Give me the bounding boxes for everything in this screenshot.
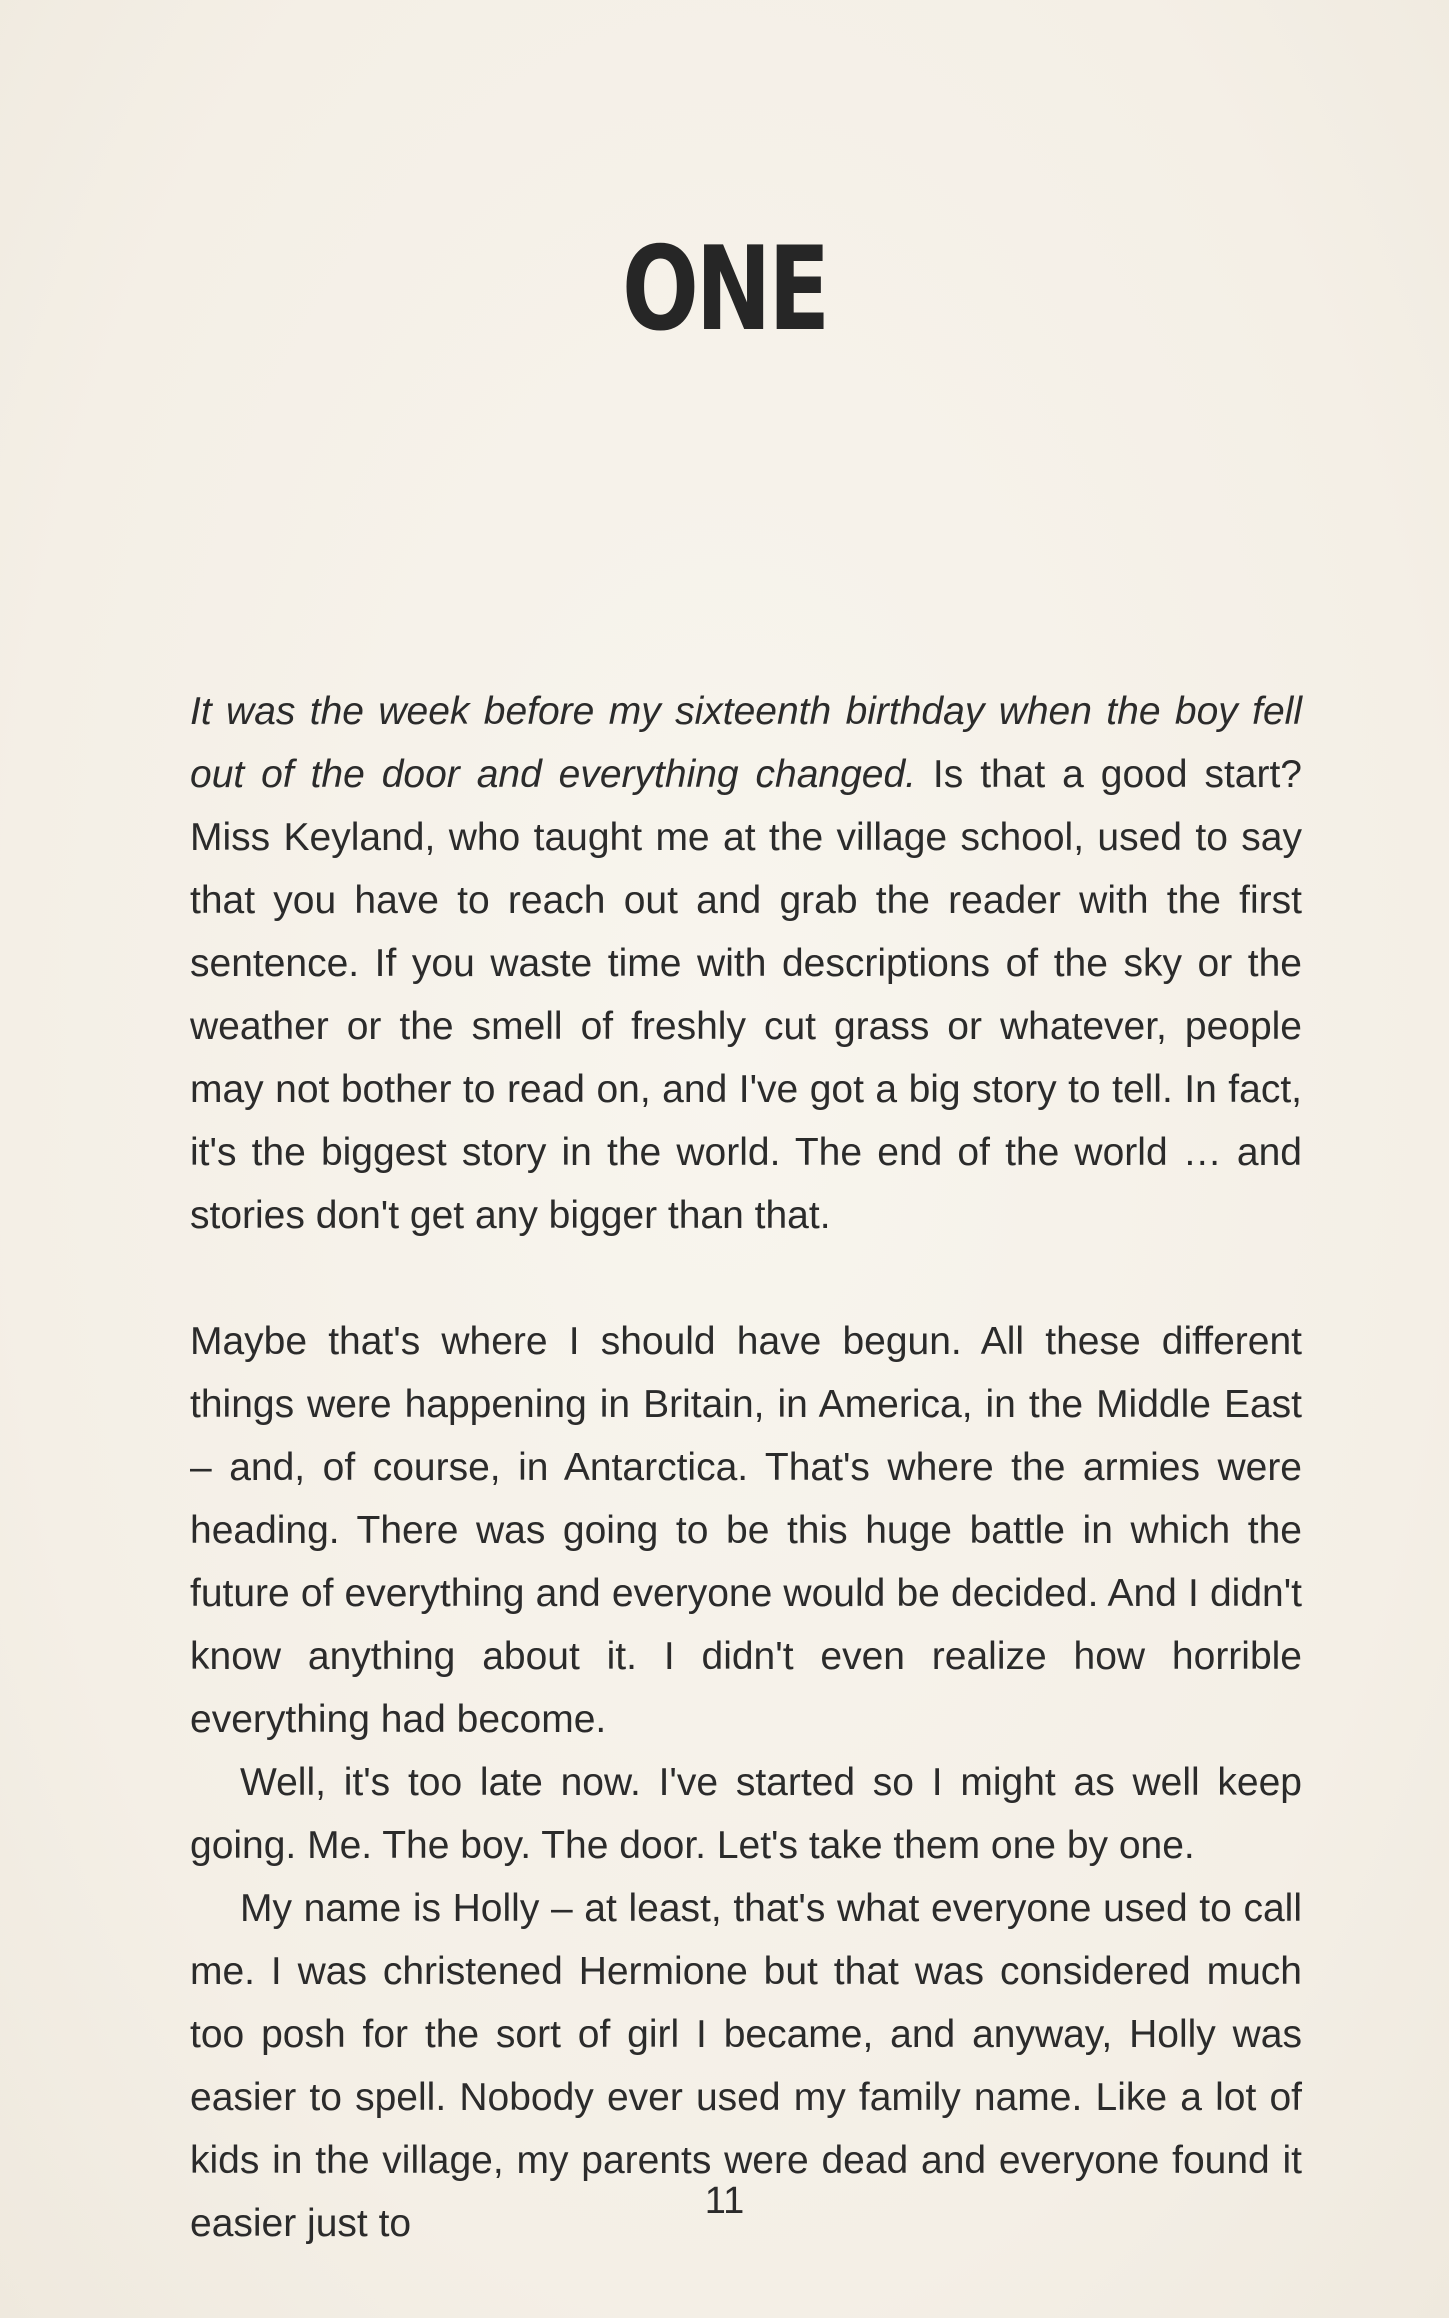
body-text (190, 680, 1302, 2255)
paragraph-1 (190, 680, 1302, 1247)
paragraph-4: My name is Holly – at least, that's what everyone used to call me. I was christened Hermione but that was considered much too posh for the sort of girl I became, and anyway, Holly was easier to spell. Nobody ever used my family name. Like a lot of kids in the village, my parents were dead and everyone found it easier just to (190, 1887, 1302, 2245)
paragraph-2: Maybe that's where I should have begun. All these different things were happening in Britain, in America, in the Middle East – and, of course, in Antarctica. That's where the armies were heading. There was going to be this huge battle in which the future of everything and everyone would be decided. And I didn't know anything about it. I didn't even realize how horrible everything had become. (190, 1320, 1302, 1741)
paragraph-3: Well, it's too late now. I've started so I might as well keep going. Me. The boy. The door. Let's take them one by one. (190, 1761, 1302, 1867)
opening-sentence: It was the week before my sixteenth birthday when the boy fell out of the door and everything changed. (190, 690, 1302, 796)
paragraph-1-continuation: Is that a good start? Miss Keyland, who taught me at the village school, used to say that you have to reach out and grab the reader with the first sentence. If you waste time with descriptions of the sky or the weather or the smell of freshly cut grass or whatever, people may not bother to read on, and I've got a big story to tell. In fact, it's the biggest story in the world. The end of the world … and stories don't get any bigger than that. (190, 753, 1302, 1237)
page-number: 11 (704, 2180, 745, 2222)
chapter-title: ONE (621, 222, 828, 357)
